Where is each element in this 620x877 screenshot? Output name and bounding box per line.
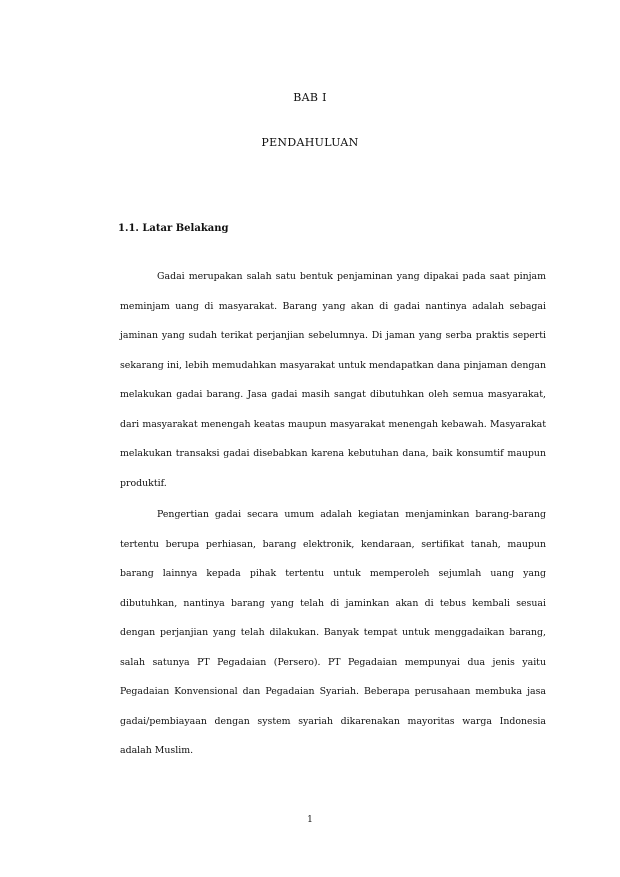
body-paragraph: Gadai merupakan salah satu bentuk penjaminan yang dipakai pada saat pinjam meminjam uang di masyarakat. Barang yang akan di gadai nantinya adalah sebagai jaminan yang sudah terikat perjanjian sebelumnya. Di jaman yang serba praktis seperti sekarang ini, lebih memudahkan masyarakat untuk mendapatkan dana pinjaman dengan melakukan gadai barang. Jasa gadai masih sangat dibutuhkan oleh semua masyarakat, dari masyarakat menengah keatas maupun masyarakat menengah kebawah. Masyarakat melakukan transaksi gadai disebabkan karena kebutuhan dana, baik konsumtif maupun produktif. [120,271,546,489]
chapter-number: BAB I [293,91,327,104]
chapter-title: PENDAHULUAN [261,136,359,149]
section-heading: 1.1. Latar Belakang [118,223,229,234]
body-paragraph: Pengertian gadai secara umum adalah kegiatan menjaminkan barang-barang tertentu berupa perhiasan, barang elektronik, kendaraan, sertifikat tanah, maupun barang lainnya kepada pihak tertentu untuk memperoleh sejumlah uang yang dibutuhkan, nantinya barang yang telah di jaminkan akan di tebus kembali sesuai dengan perjanjian yang telah dilakukan. Banyak tempat untuk menggadaikan barang, salah satunya PT Pegadaian (Persero). PT Pegadaian mempunyai dua jenis yaitu Pegadaian Konvensional dan Pegadaian Syariah. Beberapa perusahaan membuka jasa gadai/pembiayaan dengan system syariah dikarenakan mayoritas warga Indonesia adalah Muslim. [120,509,546,756]
page-number: 1 [307,815,313,825]
